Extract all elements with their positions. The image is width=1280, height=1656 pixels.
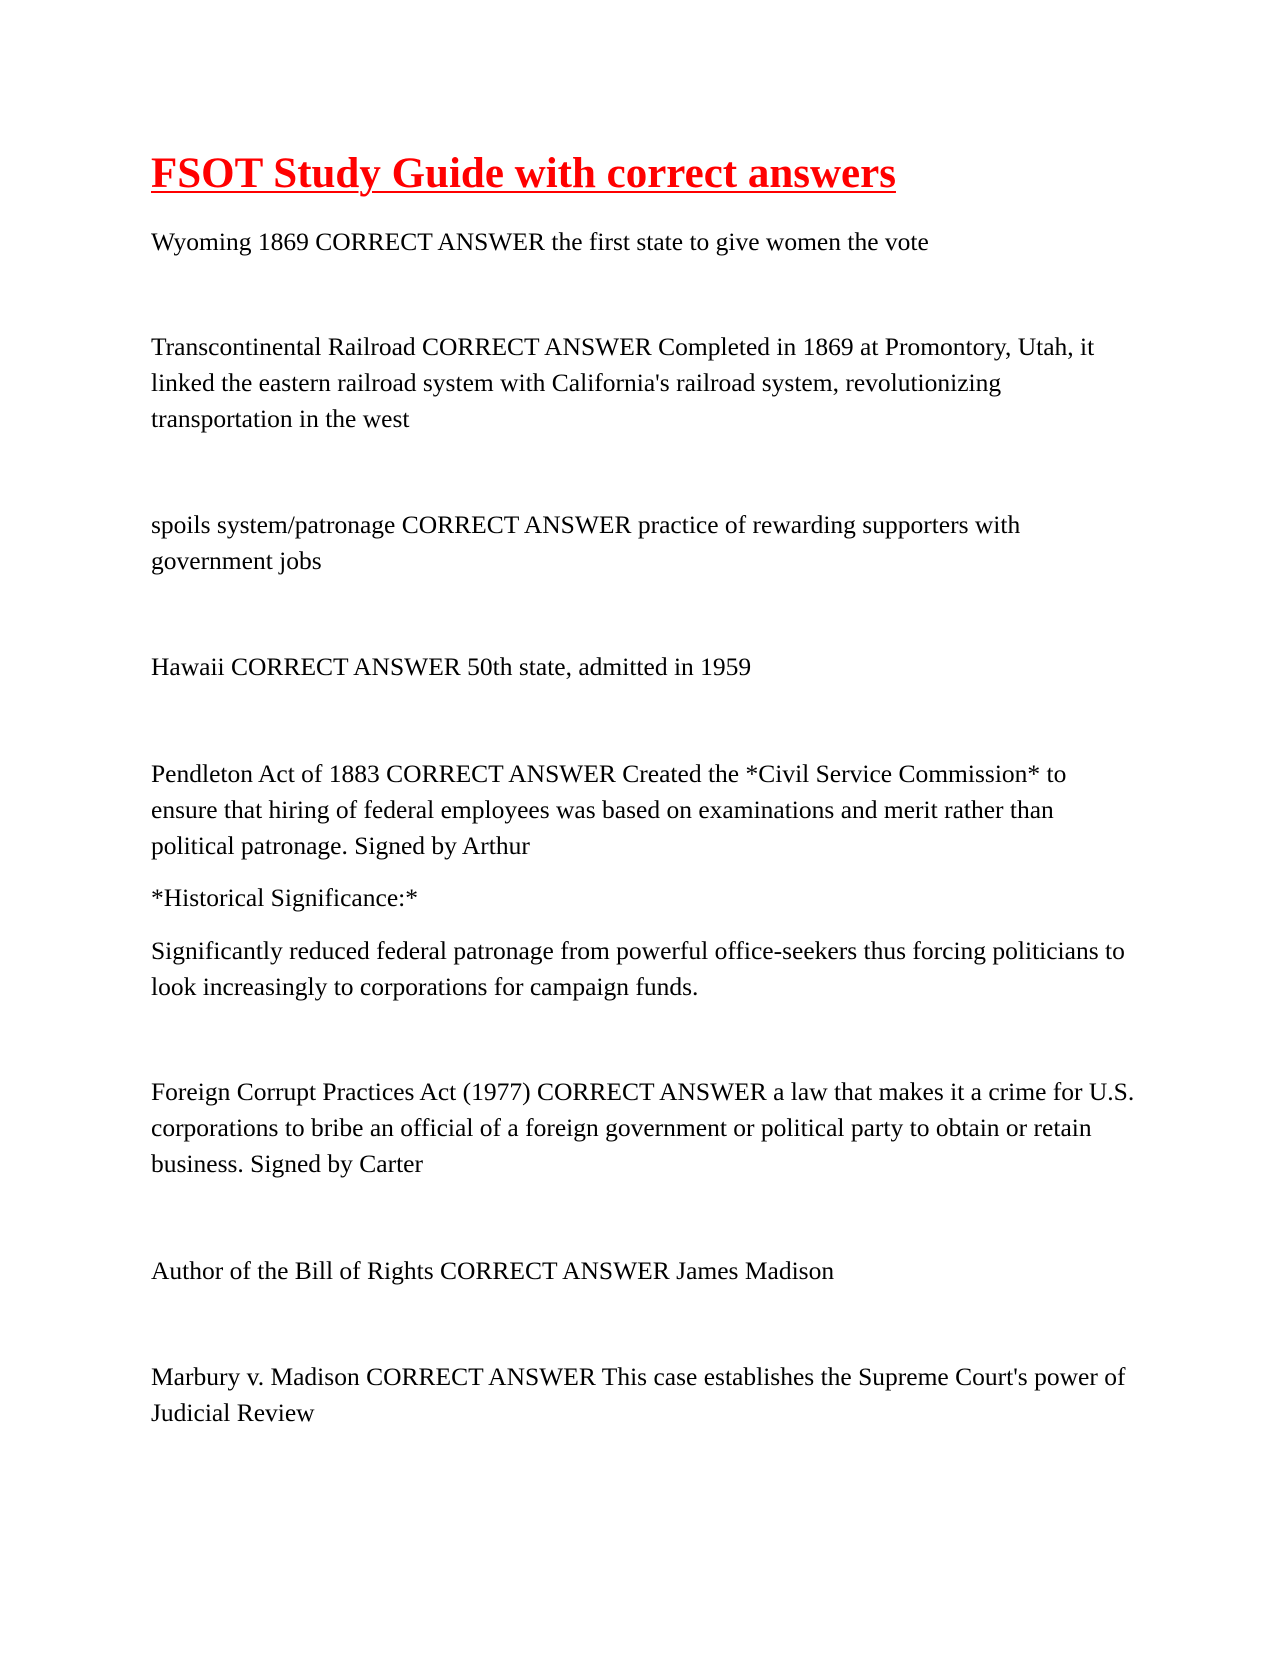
historical-significance-text: Significantly reduced federal patronage from powerful office-seekers thus forcing politicians to look increasingly to corporations for campaign funds. bbox=[151, 936, 1125, 1001]
study-entry-marbury-v-madison: Marbury v. Madison CORRECT ANSWER This case establishes the Supreme Court's power of Judicial Review bbox=[151, 1362, 1126, 1427]
document-title: FSOT Study Guide with correct answers bbox=[151, 150, 896, 197]
study-entry-spoils-system: spoils system/patronage CORRECT ANSWER practice of rewarding supporters with government jobs bbox=[151, 510, 1021, 575]
study-entry-pendleton-act: Pendleton Act of 1883 CORRECT ANSWER Created the *Civil Service Commission* to ensure that hiring of federal employees was based on examinations and merit rather than political patronage. Signed by Arthur bbox=[151, 759, 1067, 860]
historical-significance-heading: *Historical Significance:* bbox=[151, 883, 418, 912]
study-entry-wyoming: Wyoming 1869 CORRECT ANSWER the first state to give women the vote bbox=[151, 227, 929, 256]
study-entry-transcontinental-railroad: Transcontinental Railroad CORRECT ANSWER Completed in 1869 at Promontory, Utah, it linked the eastern railroad system with California's railroad system, revolutionizing transportation in the west bbox=[151, 332, 1095, 433]
study-entry-bill-of-rights-author: Author of the Bill of Rights CORRECT ANSWER James Madison bbox=[151, 1256, 835, 1285]
study-entry-hawaii: Hawaii CORRECT ANSWER 50th state, admitted in 1959 bbox=[151, 652, 752, 681]
study-entry-foreign-corrupt-practices-act: Foreign Corrupt Practices Act (1977) CORRECT ANSWER a law that makes it a crime for U.S. corporations to bribe an official of a foreign government or political party to obtain or retain business. Signed by Carter bbox=[151, 1077, 1135, 1178]
